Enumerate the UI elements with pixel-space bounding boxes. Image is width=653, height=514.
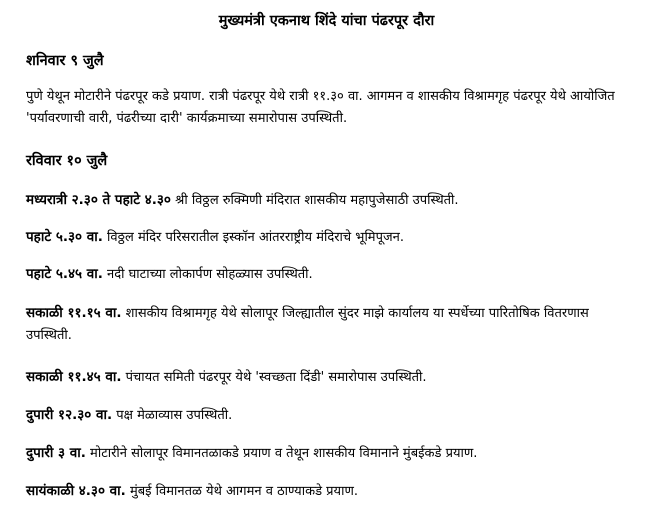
entry-text: विठ्ठल मंदिर परिसरातील इस्कॉन आंतरराष्ट्रीय मंदिराचे भूमिपूजन. [107, 230, 404, 245]
schedule-entry [26, 226, 638, 249]
entry-text: मुंबई विमानतळ येथे आगमन व ठाण्याकडे प्रयाण. [129, 484, 358, 499]
entry-text: मोटारीने सोलापूर विमानतळाकडे प्रयाण व तेथून शासकीय विमानाने मुंबईकडे प्रयाण. [90, 446, 478, 461]
schedule-entry [26, 366, 638, 389]
entry-text: शासकीय विश्रामगृह येथे सोलापूर जिल्ह्यातील सुंदर माझे कार्यालय या स्पर्धेच्या पारितोषिक वितरणास उपस्थिती. [26, 306, 589, 343]
entry-text: नदी घाटाच्या लोकार्पण सोहळ्यास उपस्थिती. [107, 267, 313, 282]
entry-time: दुपारी ३ वा. [26, 445, 86, 461]
entry-text: पंचायत समिती पंढरपूर येथे 'स्वच्छता दिंडी' समारोपास उपस्थिती. [125, 370, 427, 385]
entry-text: पुणे येथून मोटारीने पंढरपूर कडे प्रयाण. रात्री पंढरपूर येथे रात्री ११.३० वा. आगमन व शासकीय विश्रामगृह पंढरपूर येथे आयोजित 'पर्यावरणाची वारी, पंढरीच्या दारी' कार्यक्रमाच्या समारोपास उपस्थिती. [26, 89, 615, 126]
schedule-entry [26, 302, 638, 347]
entry-time: मध्यरात्री २.३० ते पहाटे ४.३० [26, 192, 171, 208]
entry-time: पहाटे ५.३० वा. [26, 229, 103, 245]
day-heading-sunday: रविवार १० जुलै [26, 153, 108, 169]
schedule-entry [26, 442, 638, 465]
schedule-entry [26, 189, 638, 212]
document-title: मुख्यमंत्री एकनाथ शिंदे यांचा पंढरपूर दौरा [218, 13, 435, 29]
entry-text: पक्ष मेळाव्यास उपस्थिती. [116, 408, 233, 423]
entry-text: श्री विठ्ठल रुक्मिणी मंदिरात शासकीय महापुजेसाठी उपस्थिती. [175, 193, 459, 208]
entry-time: सकाळी ११.१५ वा. [26, 305, 122, 321]
entry-time: सायंकाळी ४.३० वा. [26, 483, 126, 499]
schedule-entry [26, 263, 638, 286]
schedule-entry [26, 480, 638, 503]
schedule-entry [26, 404, 638, 427]
entry-time: दुपारी १२.३० वा. [26, 407, 113, 423]
entry-time: सकाळी ११.४५ वा. [26, 369, 122, 385]
day-heading-saturday: शनिवार ९ जुलै [26, 53, 104, 69]
schedule-entry [26, 86, 638, 130]
entry-time: पहाटे ५.४५ वा. [26, 266, 103, 282]
